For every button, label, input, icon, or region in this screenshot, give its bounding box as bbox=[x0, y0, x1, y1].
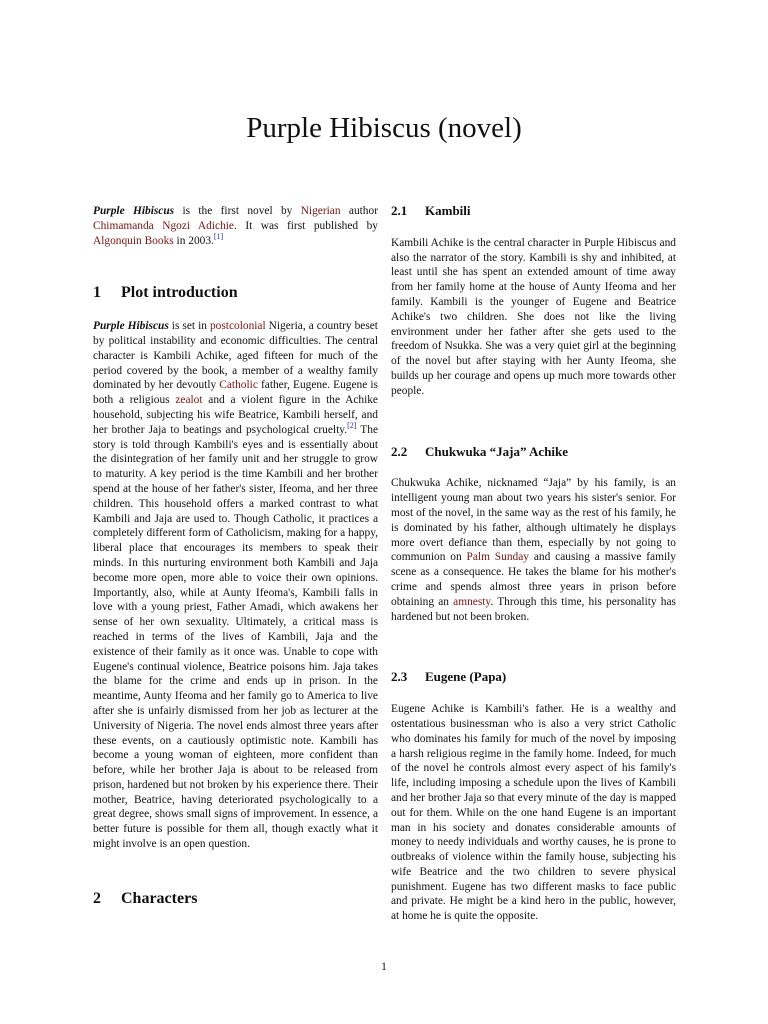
link-publisher[interactable]: Algonquin Books bbox=[93, 234, 174, 247]
left-column bbox=[93, 204, 378, 907]
text-run: in 2003. bbox=[173, 234, 214, 247]
section-title: Characters bbox=[121, 889, 198, 907]
text-run: and causing a massive family scene as a consequence. He takes the blame for his mother's crime and spends almost three years in prison before obtaining an bbox=[391, 551, 676, 608]
text-run: father, Eugene. Eugene is both a religious bbox=[93, 379, 378, 407]
section-number: 1 bbox=[93, 284, 101, 302]
section-number: 2 bbox=[93, 889, 101, 907]
text-run: . Through this time, his personality has hardened but not been broken. bbox=[391, 595, 676, 623]
book-title: Purple Hibiscus bbox=[93, 320, 169, 333]
subsection-title: Chukwuka “Jaja” Achike bbox=[425, 443, 569, 459]
ref-2-link[interactable]: [2] bbox=[347, 420, 357, 430]
text-run: is set in bbox=[168, 320, 210, 333]
page-number: 1 bbox=[381, 961, 387, 973]
link-zealot[interactable]: zealot bbox=[175, 394, 203, 407]
subsection-number: 2.1 bbox=[391, 203, 408, 218]
text-run: The story is told through Kambili's eyes and is essentially about the disintegration of her family unit and her struggle to grow to maturity. A key period is the time Kambili and her brother spend at the house of her father's sister, Ifeoma, and her three children. This household offers a marked contrast to what Kambili and Jaja are used to. Though Catholic, it practices a completely different form of Catholicism, making for a happy, liberal place that encourages its members to speak their minds. In this nurturing environment both Kambili and Jaja become more open, more able to voice their own opinions. Importantly, also, while at Aunty Ifeoma's, Kambili falls in love with a young priest, Father Amadi, which awakens her sense of her own sexuality. Ultimately, a critical mass is reached in terms of the lives of Kambili, Jaja and the existence of their family as it once was. Unable to cope with Eugene's continual violence, Beatrice poisons him. Jaja takes the blame for the crime and ends up in prison. In the meantime, Aunty Ifeoma and her family go to America to live after she is unfairly dismissed from her job as lecturer at the University of Nigeria. The novel ends almost three years after these events, on a cautiously optimistic note. Kambili has become a young woman of eighteen, more confident than before, while her brother Jaja is about to be released from prison, hardened but not broken by his experience there. Their mother, Beatrice, having deteriorated psychologically to a great degree, shows small signs of improvement. In essence, a better future is possible for them all, though exactly what it might involve is an open question. bbox=[93, 423, 379, 851]
subsection-heading-jaja bbox=[391, 445, 676, 460]
text-run: Nigeria, a country beset by political instability and economic difficulties. The central character is Kambili Achike, aged fifteen for much of the period covered by the book, a member of a wealthy family dominated by her devoutly bbox=[93, 320, 378, 392]
section-heading-plot bbox=[93, 286, 378, 301]
right-column bbox=[391, 204, 676, 924]
subsection-title: Kambili bbox=[425, 203, 471, 218]
subsection-heading-eugene bbox=[391, 670, 676, 685]
text-run: and a violent figure in the Achike household, subjecting his wife Beatrice, Kambili herself, and her brother Jaja to beatings and psychological cruelty. bbox=[93, 394, 378, 436]
link-amnesty[interactable]: amnesty bbox=[453, 595, 491, 608]
book-title: Purple Hibiscus bbox=[93, 205, 175, 217]
link-nigerian[interactable]: Nigerian bbox=[300, 205, 341, 217]
subsection-number: 2.3 bbox=[391, 669, 408, 685]
eugene-paragraph: Eugene Achike is Kambili's father. He is a wealthy and ostentatious businessman who is also a very strict Catholic who dominates his family for much of the novel by imposing a harsh religious regime in the family home. Indeed, for much of the novel he controls almost every aspect of his family's life, including imposing a schedule upon the lives of Kambili and her brother Jaja so that every minute of the day is mapped out for them. While on the one hand Eugene is an important man in his society and donates considerable amounts of money to needy individuals and worthy causes, he is prone to outbreaks of violence within the family house, subjecting his wife Beatrice and the two children to severe physical punishment. Eugene has two different masks to face public and private. He might be a kind hero in the public, however, at home he is quite the opposite. bbox=[391, 703, 676, 923]
kambili-paragraph: Kambili Achike is the central character in Purple Hibiscus and also the narrator of the story. Kambili is shy and inhibited, at least until she has spent an extended amount of time away from her family home at the house of Aunty Ifeoma and her family. Kambili is the younger of Eugene and Beatrice Achike's two children. She does not like the living environment under her father after she gets used to the freedom of Nsukka. She was a very quiet girl at the beginning of the novel but after staying with her Aunty Ifeoma, she builds up her courage and opens up much more towards other people. bbox=[391, 236, 676, 397]
text-run: . It was first published by bbox=[233, 219, 378, 232]
link-catholic[interactable]: Catholic bbox=[219, 379, 258, 392]
link-author[interactable]: Chimamanda Ngozi Adichie bbox=[93, 219, 234, 232]
text-run: author bbox=[340, 205, 378, 217]
text-run: is the first novel by bbox=[174, 205, 301, 217]
text-run: Chukwuka Achike, nicknamed “Jaja” by his family, is an intelligent young man about two years his sister's senior. For most of the novel, in the same way as the rest of his family, he is dominated by his father, although ultimately he displays more overt defiance than them, especially by not going to communion on bbox=[391, 477, 676, 564]
section-heading-characters bbox=[93, 889, 378, 907]
plot-paragraph bbox=[93, 319, 378, 852]
subsection-title: Eugene (Papa) bbox=[425, 669, 507, 685]
subsection-heading-kambili bbox=[391, 204, 676, 219]
ref-1-link[interactable]: [1] bbox=[213, 231, 224, 241]
intro-paragraph bbox=[93, 204, 378, 248]
jaja-paragraph bbox=[391, 476, 676, 624]
link-postcolonial[interactable]: postcolonial bbox=[209, 320, 266, 333]
link-palm-sunday[interactable]: Palm Sunday bbox=[466, 551, 529, 564]
section-title: Plot introduction bbox=[121, 284, 238, 302]
article-title: Purple Hibiscus (novel) bbox=[246, 112, 522, 144]
subsection-number: 2.2 bbox=[391, 443, 408, 459]
